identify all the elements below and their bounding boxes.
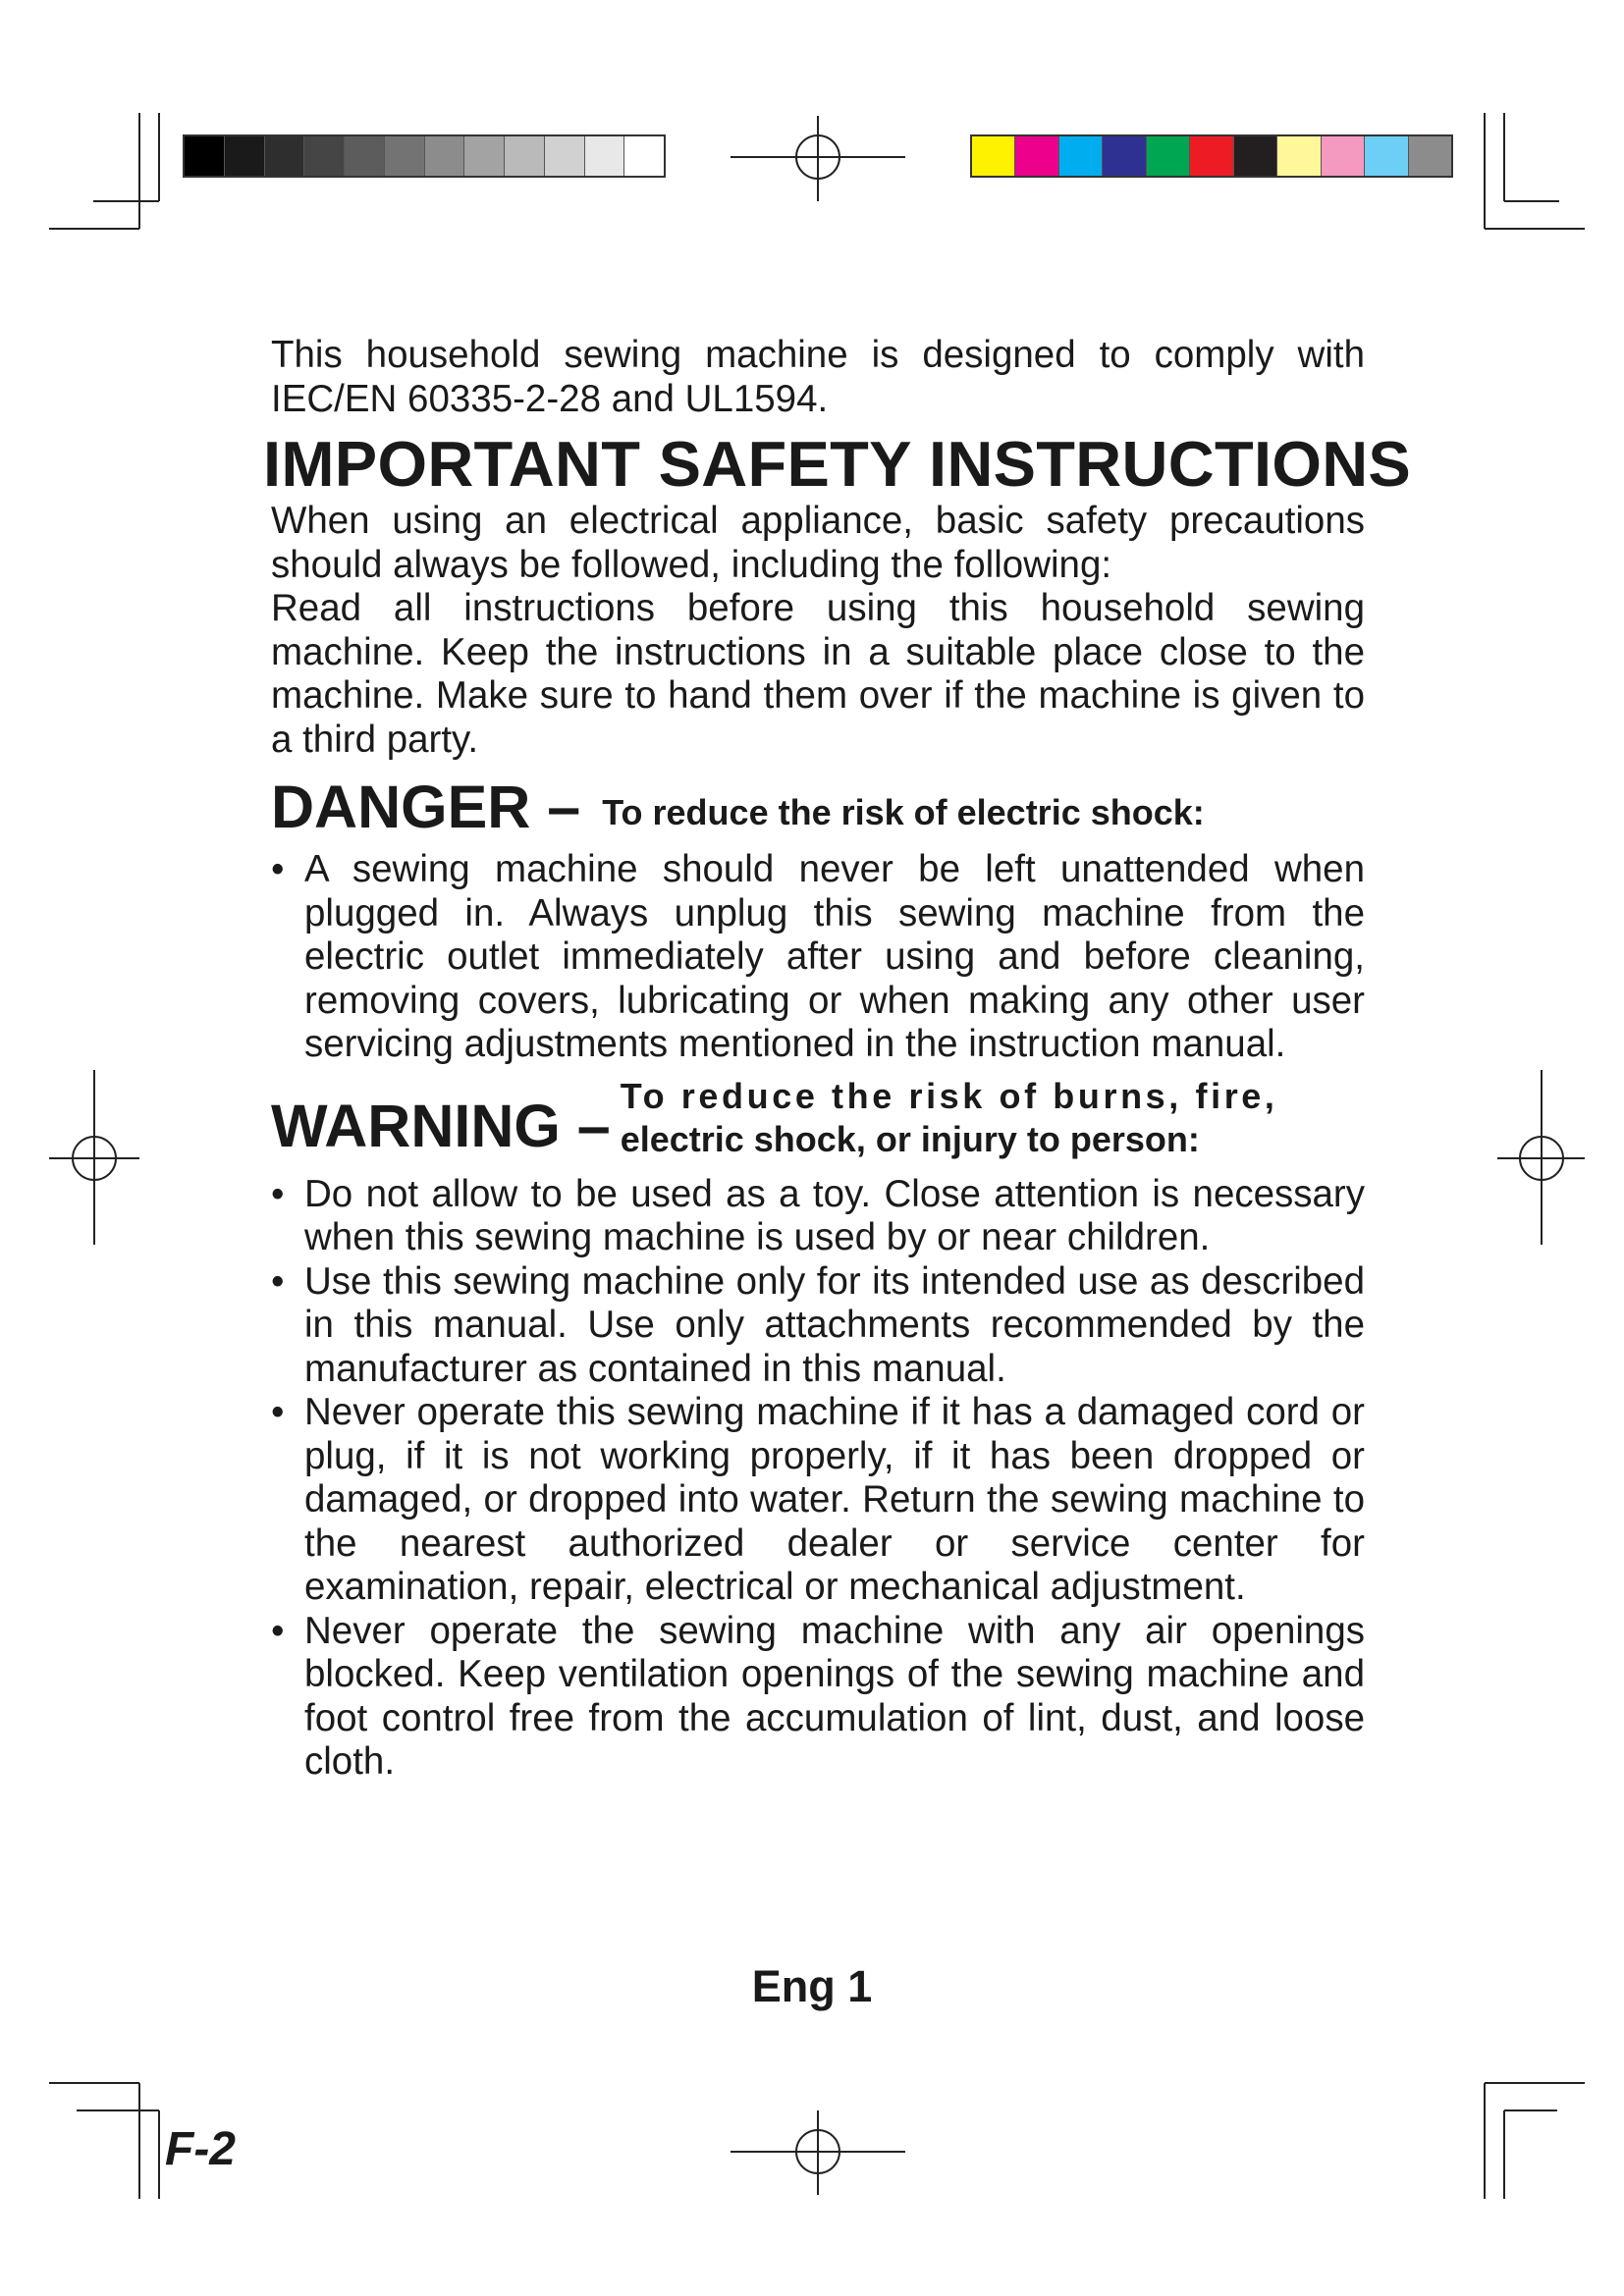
grayscale-swatch: [584, 136, 624, 176]
color-swatch: [1364, 136, 1407, 176]
danger-heading: [271, 775, 1365, 838]
danger-item: [271, 848, 1365, 1067]
preamble-paragraph: Read all instructions before using this household sewing machine. Keep the instructions in a suitable place close to the machine. Make sure to hand them over if the machine is given to a third party.: [271, 587, 1365, 761]
bullet: •: [271, 1259, 285, 1303]
warning-item-text: Use this sewing machine only for its intended use as described in this manual. Use only attachments recommended by the manufacturer as contained in this manual.: [304, 1259, 1365, 1390]
compliance-statement: This household sewing machine is designed to comply with IEC/EN 60335-2-28 and UL1594.: [271, 334, 1365, 420]
color-swatch: [972, 136, 1014, 176]
grayscale-swatch: [344, 136, 384, 176]
color-swatch: [1102, 136, 1145, 176]
warning-subtitle-line: electric shock, or injury to person:: [620, 1118, 1200, 1159]
danger-label: DANGER –: [271, 774, 581, 840]
color-swatch: [1233, 136, 1276, 176]
warning-subtitle-line: To reduce the risk of burns, fire,: [620, 1075, 1278, 1116]
page-number: Eng 1: [751, 1961, 873, 2011]
bullet: •: [271, 848, 285, 890]
danger-item-text: A sewing machine should never be left unattended when plugged in. Always unplug this sewing machine from the electric outlet immediately after using and before cleaning, removing covers, lubricating or when making any other user servicing adjustments mentioned in the instruction manual.: [304, 848, 1365, 1065]
warning-item: [271, 1391, 1365, 1610]
grayscale-swatch: [224, 136, 264, 176]
grayscale-swatch: [463, 136, 504, 176]
color-swatch: [1408, 136, 1451, 176]
grayscale-swatch: [185, 136, 224, 176]
warning-label: WARNING –: [271, 1092, 611, 1159]
grayscale-swatch: [504, 136, 544, 176]
bullet: •: [271, 1172, 285, 1215]
color-calibration-bar: [970, 134, 1453, 178]
grayscale-swatch: [623, 136, 664, 176]
warning-heading: [271, 1075, 1365, 1161]
grayscale-swatch: [384, 136, 424, 176]
warning-item-text: Do not allow to be used as a toy. Close attention is necessary when this sewing machine is used by or near children.: [304, 1172, 1365, 1258]
warning-subtitle: [611, 1075, 1278, 1161]
color-swatch: [1189, 136, 1232, 176]
color-swatch: [1321, 136, 1364, 176]
page-title: IMPORTANT SAFETY INSTRUCTIONS: [263, 428, 1412, 500]
warning-item-text: Never operate the sewing machine with any air openings blocked. Keep ventilation openings of the sewing machine and foot control free from the accumulation of lint, dust, and loose cloth.: [304, 1609, 1365, 1783]
bullet: •: [271, 1609, 285, 1652]
grayscale-swatch: [303, 136, 344, 176]
grayscale-swatch: [424, 136, 464, 176]
warning-item: [271, 1610, 1365, 1785]
preamble-paragraph: When using an electrical appliance, basic safety precautions should always be followed, including the following:: [271, 500, 1365, 586]
bullet: •: [271, 1391, 285, 1433]
grayscale-swatch: [264, 136, 304, 176]
grayscale-calibration-bar: [183, 134, 666, 178]
safety-instructions-page: [263, 334, 1412, 1785]
grayscale-swatch: [544, 136, 584, 176]
color-swatch: [1014, 136, 1057, 176]
color-swatch: [1146, 136, 1189, 176]
color-swatch: [1276, 136, 1320, 176]
warning-item: [271, 1173, 1365, 1260]
danger-subtitle: To reduce the risk of electric shock:: [602, 792, 1205, 832]
warning-item-text: Never operate this sewing machine if it has a damaged cord or plug, if it is not working properly, if it has been dropped or damaged, or dropped into water. Return the sewing machine to the nearest authorized dealer or service center for examination, repair, electrical or mechanical adjustment.: [304, 1391, 1365, 1608]
warning-item: [271, 1260, 1365, 1392]
sheet-label: F-2: [165, 2123, 236, 2175]
color-swatch: [1058, 136, 1102, 176]
